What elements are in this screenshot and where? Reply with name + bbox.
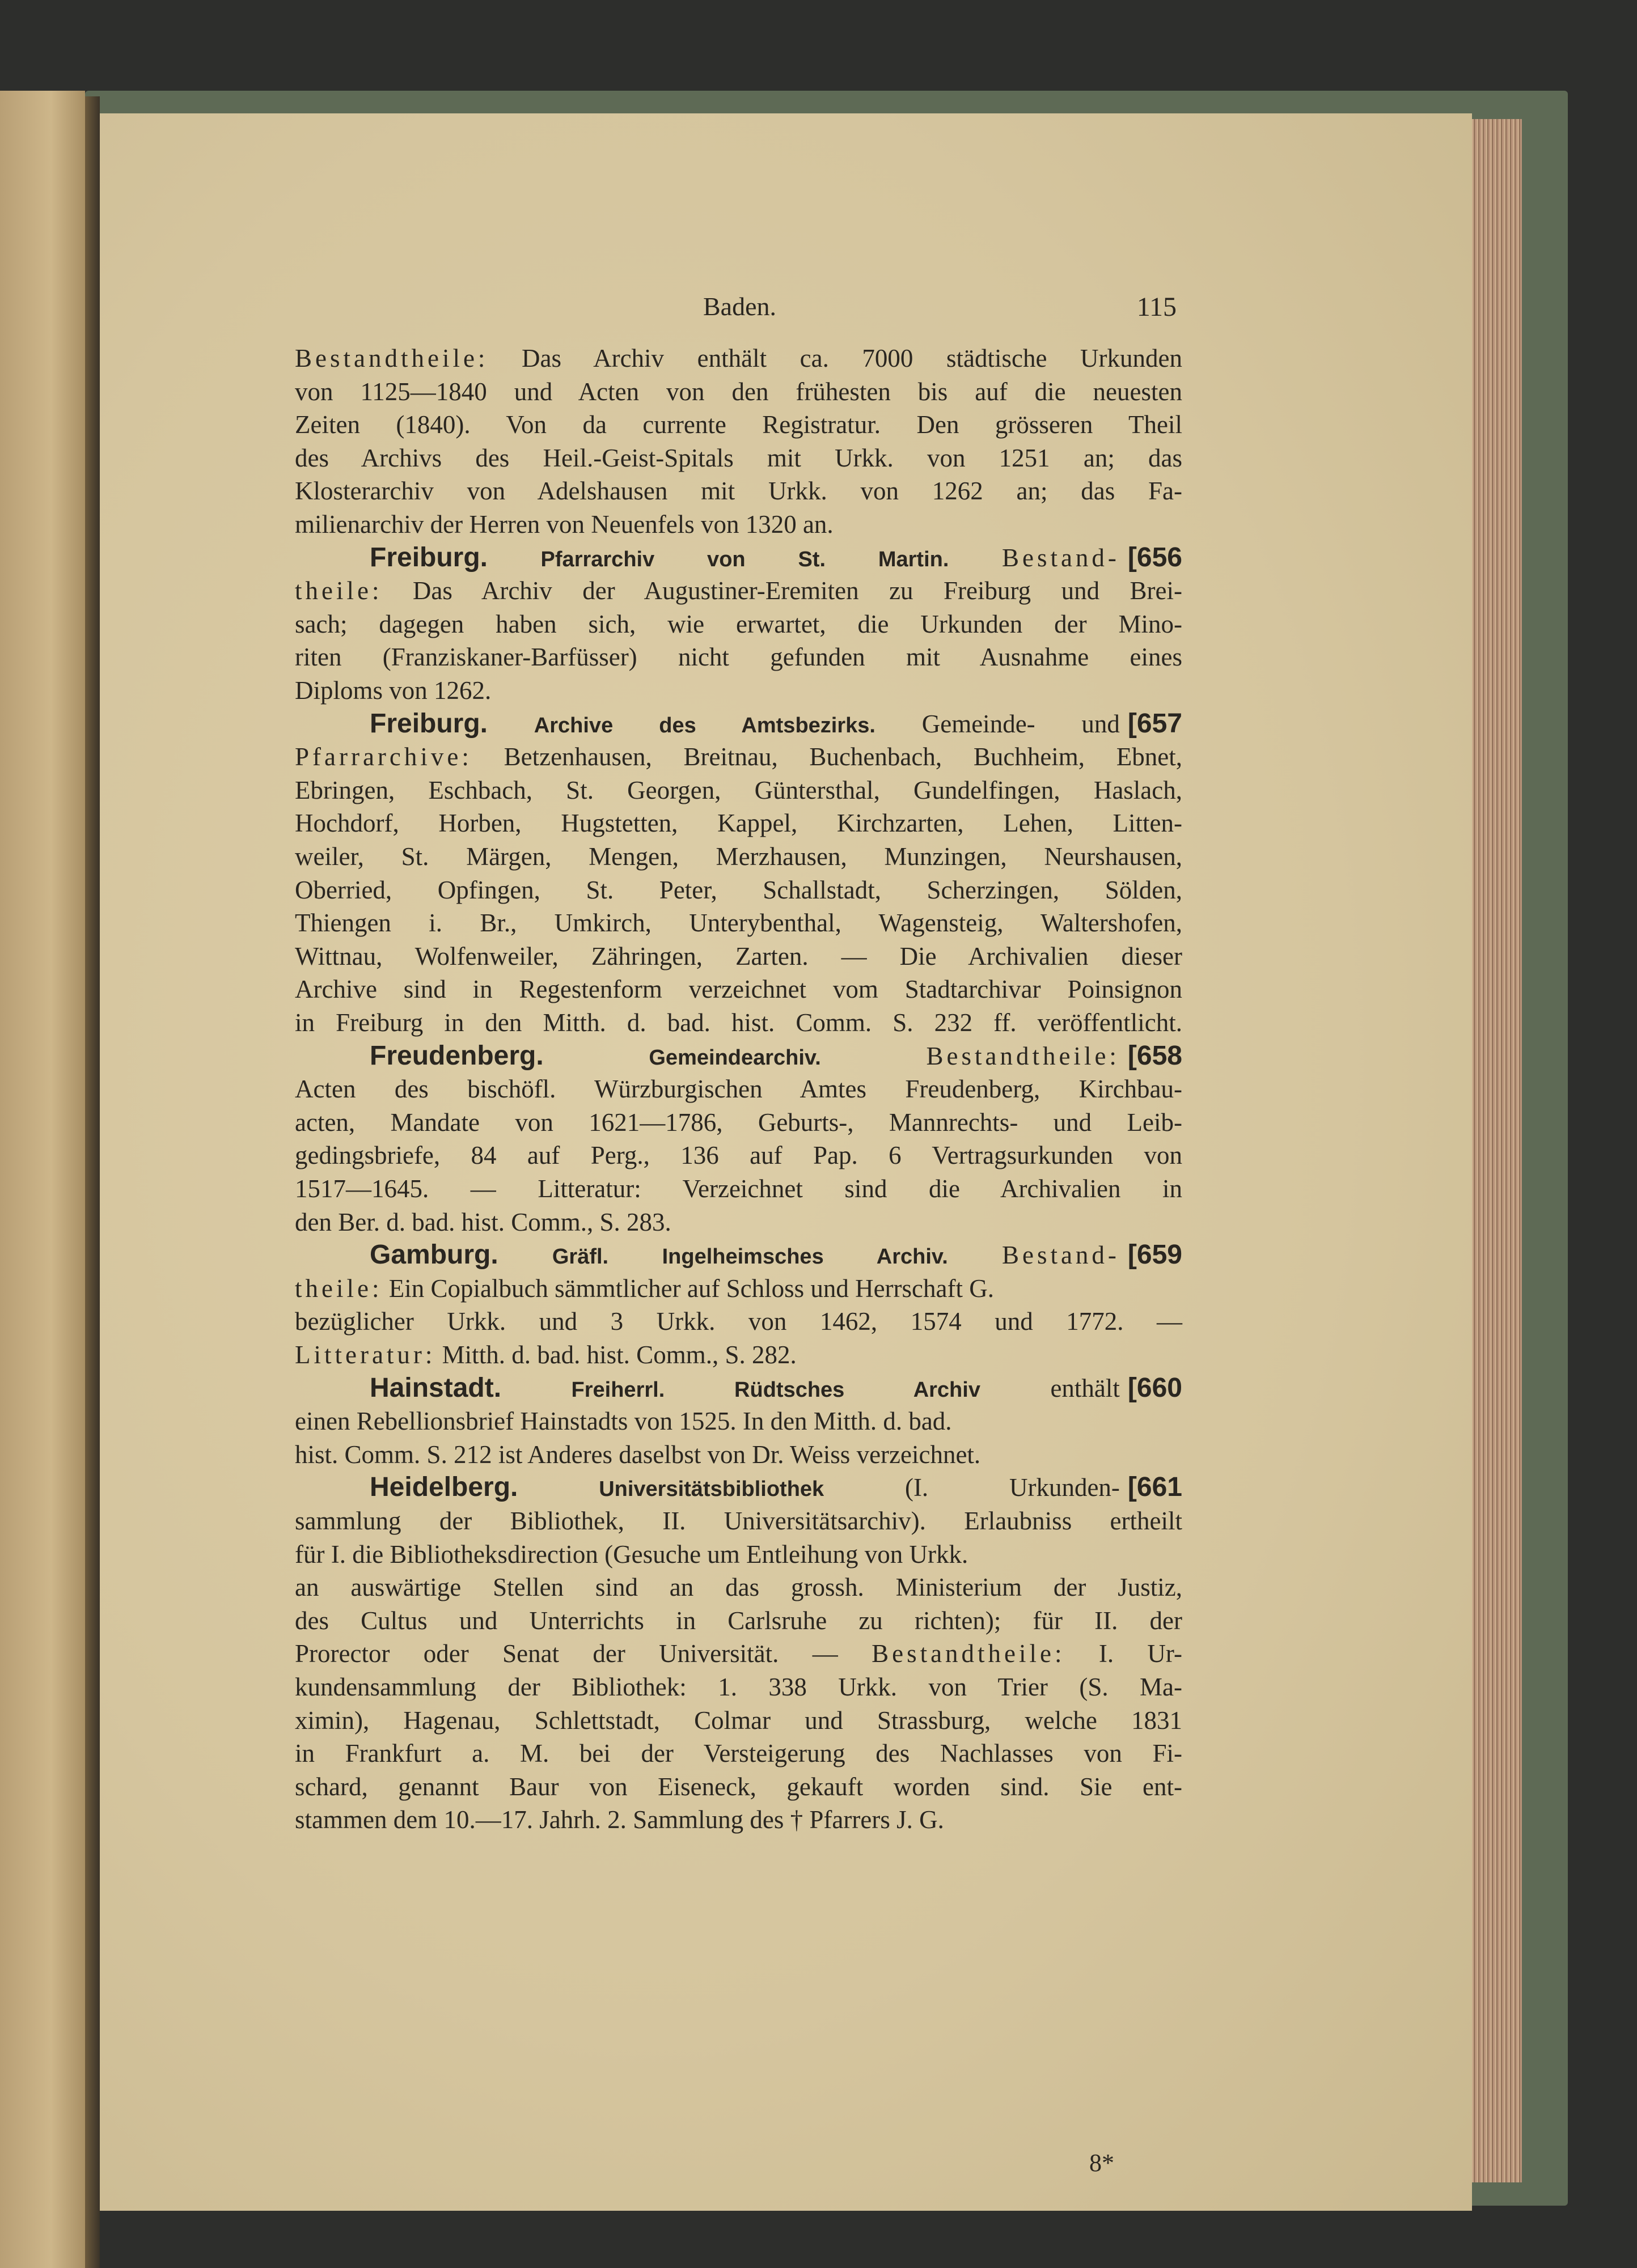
text-segment: für I. die Bibliotheksdirection (Gesuche um Entleihung von Urkk. (295, 1540, 968, 1568)
text-line (295, 1405, 1182, 1438)
entry-archive-name: Archive des Amtsbezirks. (534, 713, 875, 737)
line-content (295, 975, 1182, 1003)
line-content (295, 1540, 968, 1568)
line-content (295, 1108, 1182, 1137)
entry-place: Heidelberg. (370, 1472, 518, 1503)
line-content (295, 1008, 1182, 1037)
line-content (295, 809, 1182, 837)
line-content (295, 344, 1182, 372)
text-line (295, 1504, 1182, 1537)
text-segment: ximin), Hagenau, Schlettstadt, Colmar und Strassburg, welche 1831 (295, 1706, 1182, 1735)
text-line (295, 740, 1182, 773)
entry-place: Gamburg. (370, 1240, 498, 1270)
text-line (295, 1006, 1182, 1039)
text-segment: Pfarrarchive: (295, 743, 472, 771)
text-line (295, 342, 1182, 375)
entry-place: Freiburg. (370, 542, 488, 573)
line-content (295, 776, 1182, 804)
line-content (370, 1241, 1182, 1269)
text-segment (488, 544, 541, 572)
line-content (295, 743, 1182, 771)
text-segment: Oberried, Opfingen, St. Peter, Schallstadt, Scherzingen, Sölden, (295, 875, 1182, 904)
line-content (295, 942, 1182, 970)
line-content (295, 1440, 980, 1469)
text-segment: Thiengen i. Br., Umkirch, Unterybenthal, Wagensteig, Waltershofen, (295, 909, 1182, 938)
entry-number: [660 (1127, 1372, 1182, 1403)
line-content (295, 444, 1182, 472)
running-header: Baden. (703, 292, 777, 321)
text-line (295, 807, 1182, 840)
text-segment: Mitth. d. bad. hist. Comm., S. 282. (435, 1341, 797, 1369)
text-segment: milienarchiv der Herren von Neuenfels von 1320 an. (295, 510, 834, 539)
text-segment: bezüglicher Urkk. und 3 Urkk. von 1462, 1574 und 1772. — (295, 1307, 1182, 1336)
text-segment: Diploms von 1262. (295, 676, 492, 705)
text-line (295, 1072, 1182, 1105)
text-segment: Das Archiv der Augustiner-Eremiten zu Freiburg und Brei- (382, 576, 1182, 605)
entry-number: [657 (1127, 708, 1182, 739)
text-segment: sammlung der Bibliothek, II. Universitätsarchiv). Erlaubniss ertheilt (295, 1507, 1182, 1535)
text-segment: Gemeinde- und (875, 709, 1120, 738)
text-segment: des Cultus und Unterrichts in Carlsruhe zu richten); für II. der (295, 1606, 1182, 1635)
line-content (295, 1573, 1182, 1601)
text-line (295, 840, 1182, 873)
text-line (295, 608, 1182, 641)
line-content (295, 1175, 1182, 1203)
facing-page-edge (0, 91, 85, 2268)
line-content (295, 1208, 671, 1236)
text-segment (488, 710, 534, 738)
line-content (295, 576, 1182, 605)
line-content (370, 1042, 1182, 1070)
entry-archive-name: Gräfl. Ingelheimsches Archiv. (552, 1245, 948, 1269)
text-segment: (I. Urkunden- (824, 1473, 1120, 1502)
text-line (295, 1571, 1182, 1604)
text-line (295, 1338, 1182, 1371)
text-segment: acten, Mandate von 1621—1786, Geburts-, Mannrechts- und Leib- (295, 1108, 1182, 1137)
page-number: 115 (1136, 292, 1177, 322)
text-line (295, 1538, 1182, 1571)
entry-number: [661 (1127, 1472, 1182, 1503)
entry-heading-line (370, 1239, 1182, 1271)
line-content (295, 1805, 944, 1834)
text-line (295, 674, 1182, 707)
line-content (295, 510, 834, 539)
entry-archive-name: Freiherrl. Rüdtsches Archiv (571, 1377, 980, 1402)
text-segment: Prorector oder Senat der Universität. — (295, 1639, 872, 1668)
line-content (295, 643, 1182, 671)
entry-heading-line (370, 1471, 1182, 1504)
text-segment: sach; dagegen haben sich, wie erwartet, die Urkunden der Mino- (295, 609, 1182, 638)
text-line (295, 1139, 1182, 1172)
text-segment: in Frankfurt a. M. bei der Versteigerung des Nachlasses von Fi- (295, 1739, 1182, 1768)
line-content (295, 1706, 1182, 1735)
line-content (295, 477, 1182, 505)
text-line (295, 1803, 1182, 1836)
line-content (295, 1307, 1182, 1336)
text-line (295, 574, 1182, 607)
text-segment: Hochdorf, Horben, Hugstetten, Kappel, Kirchzarten, Lehen, Litten- (295, 809, 1182, 838)
line-content (295, 1341, 797, 1369)
text-segment: Klosterarchiv von Adelshausen mit Urkk. von 1262 an; das Fa- (295, 477, 1182, 506)
text-segment: Ein Copialbuch sämmtlicher auf Schloss und Herrschaft G. (382, 1274, 994, 1303)
text-line (295, 774, 1182, 807)
text-line (295, 641, 1182, 673)
text-line (295, 940, 1182, 973)
page-fore-edge (1472, 119, 1522, 2182)
text-line (295, 973, 1182, 1006)
line-content (370, 1471, 1182, 1506)
line-content (295, 676, 491, 705)
text-line (295, 1770, 1182, 1803)
text-line (295, 1637, 1182, 1670)
line-content (295, 1739, 1182, 1767)
text-segment (821, 1042, 927, 1070)
line-content (370, 710, 1182, 738)
text-block (295, 283, 1182, 2177)
text-segment: Ebringen, Eschbach, St. Georgen, Güntersthal, Gundelfingen, Haslach, (295, 775, 1182, 804)
text-segment: Bestand- (1001, 1241, 1120, 1270)
text-segment: stammen dem 10.—17. Jahrh. 2. Sammlung des † Pfarrers J. G. (295, 1805, 944, 1834)
text-segment: gedingsbriefe, 84 auf Perg., 136 auf Pap. 6 Vertragsurkunden von (295, 1141, 1182, 1170)
text-line (295, 1671, 1182, 1703)
text-line (295, 1106, 1182, 1139)
text-segment: Das Archiv enthält ca. 7000 städtische Urkunden (488, 344, 1182, 372)
line-content (295, 909, 1182, 937)
text-segment: Acten des bischöfl. Würzburgischen Amtes Freudenberg, Kirchbau- (295, 1075, 1182, 1104)
text-segment: hist. Comm. S. 212 ist Anderes daselbst von Dr. Weiss verzeichnet. (295, 1440, 981, 1469)
text-segment (948, 1241, 1002, 1269)
text-segment: 1517—1645. — Litteratur: Verzeichnet sind die Archivalien in (295, 1175, 1182, 1203)
line-content (295, 1274, 994, 1303)
entry-number: [658 (1127, 1040, 1182, 1071)
line-content (295, 610, 1182, 638)
text-line (295, 1272, 1182, 1305)
text-line (295, 1737, 1182, 1770)
text-segment: kundensammlung der Bibliothek: 1. 338 Urkk. von Trier (S. Ma- (295, 1673, 1182, 1701)
line-content (295, 842, 1182, 871)
text-segment: riten (Franziskaner-Barfüsser) nicht gefunden mit Ausnahme eines (295, 643, 1182, 672)
entry-place: Freiburg. (370, 708, 488, 739)
text-segment: theile: (295, 576, 383, 605)
entry-heading-line (370, 707, 1182, 740)
text-segment: in Freiburg in den Mitth. d. bad. hist. Comm. S. 232 ff. veröffentlicht. (295, 1008, 1182, 1037)
line-content (295, 1773, 1182, 1801)
text-line (295, 1604, 1182, 1637)
text-segment (544, 1042, 649, 1070)
text-line (295, 1704, 1182, 1737)
entry-heading-line (370, 1040, 1182, 1072)
entry-number: [659 (1127, 1240, 1182, 1270)
line-content (295, 378, 1182, 406)
text-segment (498, 1241, 552, 1269)
entry-heading-line (370, 1372, 1182, 1405)
book-gutter (85, 96, 100, 2268)
line-content (370, 1372, 1182, 1406)
text-segment (949, 544, 1002, 572)
text-segment: Bestandtheile: (872, 1639, 1065, 1668)
text-line (295, 474, 1182, 507)
text-line (295, 874, 1182, 906)
text-segment (518, 1473, 599, 1502)
text-segment: von 1125—1840 und Acten von den frühesten bis auf die neuesten (295, 377, 1182, 406)
line-content (295, 876, 1182, 904)
text-line (295, 375, 1182, 408)
text-segment: Bestand- (1001, 543, 1120, 572)
text-line (295, 508, 1182, 541)
text-segment: Archive sind in Regestenform verzeichnet vom Stadtarchivar Poinsignon (295, 975, 1182, 1004)
signature-mark: 8* (1089, 2149, 1114, 2177)
entry-archive-name: Universitätsbibliothek (599, 1477, 824, 1502)
text-segment: Bestandtheile: (295, 344, 489, 372)
text-line (295, 1305, 1182, 1338)
text-segment: theile: (295, 1274, 383, 1303)
text-line (295, 408, 1182, 441)
line-content (295, 1606, 1182, 1635)
text-segment: Betzenhausen, Breitnau, Buchenbach, Buchheim, Ebnet, (472, 743, 1182, 771)
line-content (295, 1673, 1182, 1701)
text-line (295, 906, 1182, 939)
entry-place: Freudenberg. (370, 1040, 544, 1071)
text-segment: schard, genannt Baur von Eiseneck, gekauft worden sind. Sie ent- (295, 1772, 1182, 1801)
line-content (295, 1075, 1182, 1103)
text-segment: enthält (980, 1373, 1120, 1402)
entry-archive-name: Pfarrarchiv von St. Martin. (540, 547, 949, 571)
line-content (295, 1141, 1182, 1169)
text-segment: Wittnau, Wolfenweiler, Zähringen, Zarten. — Die Archivalien dieser (295, 942, 1182, 970)
text-segment: des Archivs des Heil.-Geist-Spitals mit Urkk. von 1251 an; das (295, 443, 1182, 472)
text-segment: Litteratur: (295, 1341, 436, 1369)
text-segment: Bestandtheile: (926, 1041, 1120, 1070)
text-line (295, 1172, 1182, 1205)
text-segment: einen Rebellionsbrief Hainstadts von 1525. In den Mitth. d. bad. (295, 1407, 952, 1436)
entry-archive-name: Gemeindearchiv. (649, 1045, 821, 1070)
line-content (295, 1639, 1182, 1668)
text-line (295, 442, 1182, 474)
entry-number: [656 (1127, 542, 1182, 573)
entry-place: Hainstadt. (370, 1372, 502, 1403)
text-segment: weiler, St. Märgen, Mengen, Merzhausen, Munzingen, Neurshausen, (295, 842, 1182, 871)
text-segment: Zeiten (1840). Von da currente Registratur. Den grösseren Theil (295, 410, 1182, 439)
text-segment: den Ber. d. bad. hist. Comm., S. 283. (295, 1207, 671, 1236)
line-content (295, 410, 1182, 439)
text-line (295, 1438, 1182, 1471)
text-segment: an auswärtige Stellen sind an das grossh. Ministerium der Justiz, (295, 1573, 1182, 1602)
line-content (295, 1507, 1182, 1535)
text-segment: I. Ur- (1065, 1639, 1182, 1668)
text-segment (501, 1374, 571, 1402)
entry-heading-line (370, 541, 1182, 574)
line-content (295, 1407, 952, 1435)
text-line (295, 1206, 1182, 1239)
line-content (370, 541, 1182, 576)
